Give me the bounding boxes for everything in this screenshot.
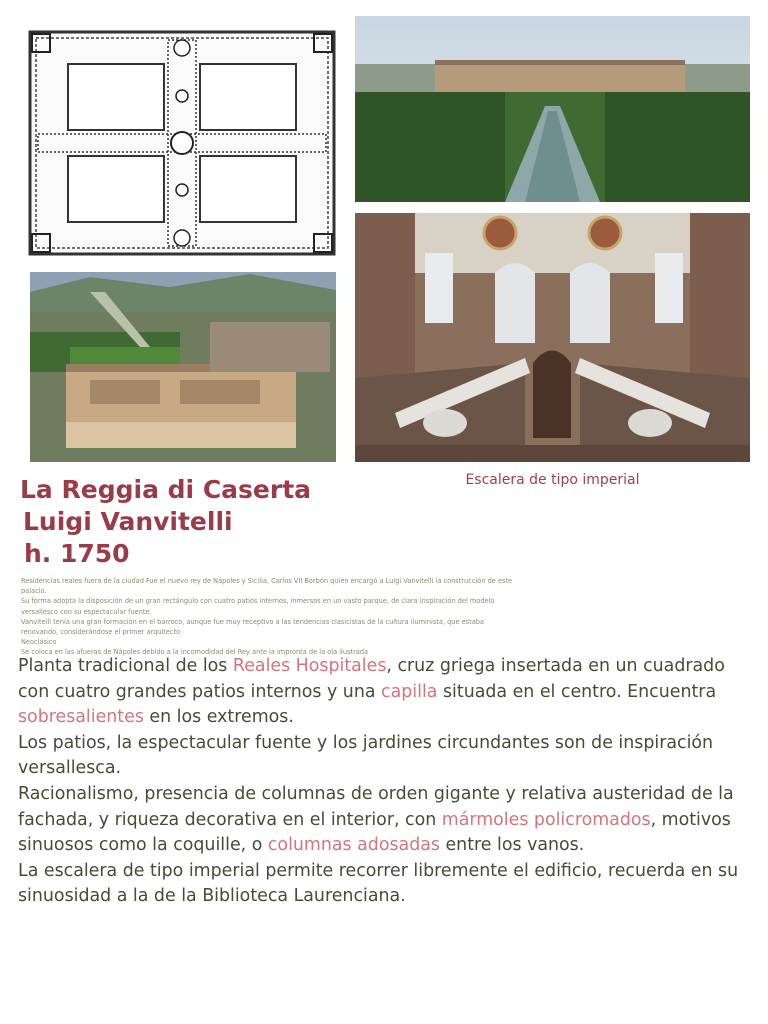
paragraph-plan	[18, 654, 756, 731]
notes-block	[21, 576, 601, 658]
text-run: entre los vanos.	[439, 835, 585, 856]
highlight-term: Reales Hospitales	[232, 656, 387, 676]
paragraph-style	[18, 782, 756, 859]
imperial-staircase-photo	[355, 213, 750, 462]
aerial-gardens-photo	[355, 16, 750, 202]
aerial-gardens-picture	[355, 16, 750, 202]
body-text	[18, 654, 756, 910]
text-run: en los extremos.	[143, 707, 294, 728]
paragraph-gardens: Los patios, la espectacular fuente y los jardines circundantes son de inspiración versallesca.	[18, 732, 714, 779]
staircase-caption: Escalera de tipo imperial	[465, 472, 640, 488]
page-title: La Reggia di Caserta	[20, 475, 312, 504]
palace-aerial-picture	[30, 272, 336, 462]
text-run: , cruz griega insertada en un cuadrado con cuatro grandes patios internos y una	[18, 656, 725, 702]
note-line: Su forma adopta la disposición de un gran rectángulo con cuatro patios internos, inmersos en un vasto parque, de clara inspiración del modelo	[21, 597, 495, 606]
palace-aerial-photo	[30, 272, 336, 462]
highlight-term: columnas adosadas	[267, 835, 440, 856]
text-run: Racionalismo, presencia de columnas de orden gigante y relativa austeridad de la fachada, y riqueza decorativa en el interior, con	[18, 783, 734, 830]
imperial-staircase-picture	[355, 213, 750, 462]
highlight-term: mármoles policromados	[441, 809, 651, 830]
note-line: Se coloca en las afueras de Nápoles debido a la incomodidad del Rey ante la impronta de la ola ilustrada	[21, 648, 369, 657]
note-line: palacio.	[21, 587, 47, 596]
text-run: Planta tradicional de los	[18, 656, 233, 676]
text-run: situada en el centro. Encuentra	[437, 681, 717, 702]
text-run: , motivos sinuosos como la coquille, o	[18, 809, 731, 856]
floor-plan-drawing	[28, 30, 336, 256]
floor-plan-image	[28, 30, 336, 256]
highlight-term: sobresalientes	[18, 707, 144, 728]
note-line: Neoclásico	[21, 638, 57, 647]
date-label: h. 1750	[24, 539, 130, 568]
note-line: versallesco con su espectacular fuente.	[21, 607, 152, 616]
note-line: Vanvitelli tenía una gran formación en el barroco, aunque fue muy receptivo a las tendencias clasicistas de la cultura iluminista, que estaba	[21, 617, 484, 626]
paragraph-staircase: La escalera de tipo imperial permite recorrer libremente el edificio, recuerda en su sinuosidad a la de la Biblioteca Laurenciana.	[18, 860, 739, 907]
highlight-term: capilla	[381, 681, 438, 702]
architect-name: Luigi Vanvitelli	[23, 507, 233, 536]
note-line: Residencias reales fuera de la ciudad Fue el nuevo rey de Nápoles y Sicilia, Carlos VII Borbón quien encargó a Luigi Vanvitelli la construcción de este	[21, 577, 513, 585]
note-line: renovando, considerándose el primer arquitecto	[21, 628, 181, 637]
